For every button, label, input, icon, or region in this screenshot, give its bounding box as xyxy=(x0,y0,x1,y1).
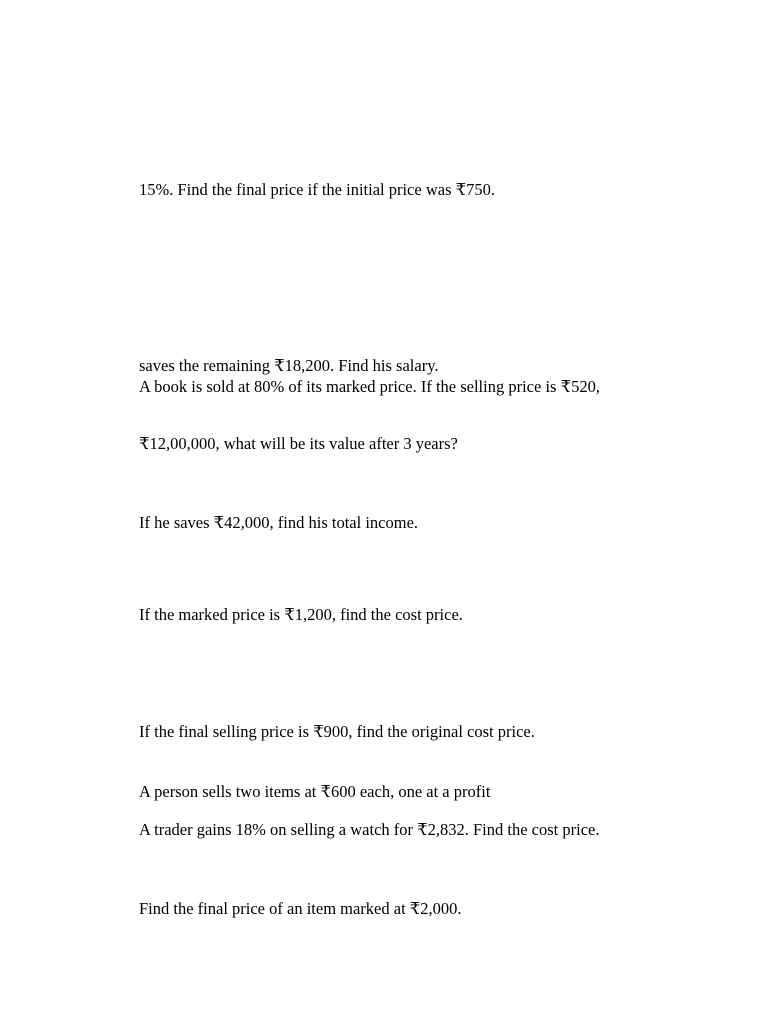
text-line-two-items-profit: A person sells two items at ₹600 each, one at a profit xyxy=(139,782,491,801)
text-line-total-income: If he saves ₹42,000, find his total income. xyxy=(139,513,419,532)
text-line-original-cost-price: If the final selling price is ₹900, find the original cost price. xyxy=(139,722,535,741)
text-line-value-after-3-years: ₹12,00,000, what will be its value after 3 years? xyxy=(139,434,458,453)
text-line-trader-watch: A trader gains 18% on selling a watch for ₹2,832. Find the cost price. xyxy=(139,820,600,839)
text-line-final-price-2000: Find the final price of an item marked at ₹2,000. xyxy=(139,899,462,918)
text-line-final-price-750: 15%. Find the final price if the initial price was ₹750. xyxy=(139,180,495,199)
text-line-book-marked-price: A book is sold at 80% of its marked price. If the selling price is ₹520, xyxy=(139,377,600,396)
text-line-cost-price-1200: If the marked price is ₹1,200, find the cost price. xyxy=(139,605,463,624)
text-line-savings-18200: saves the remaining ₹18,200. Find his salary. xyxy=(139,356,439,375)
